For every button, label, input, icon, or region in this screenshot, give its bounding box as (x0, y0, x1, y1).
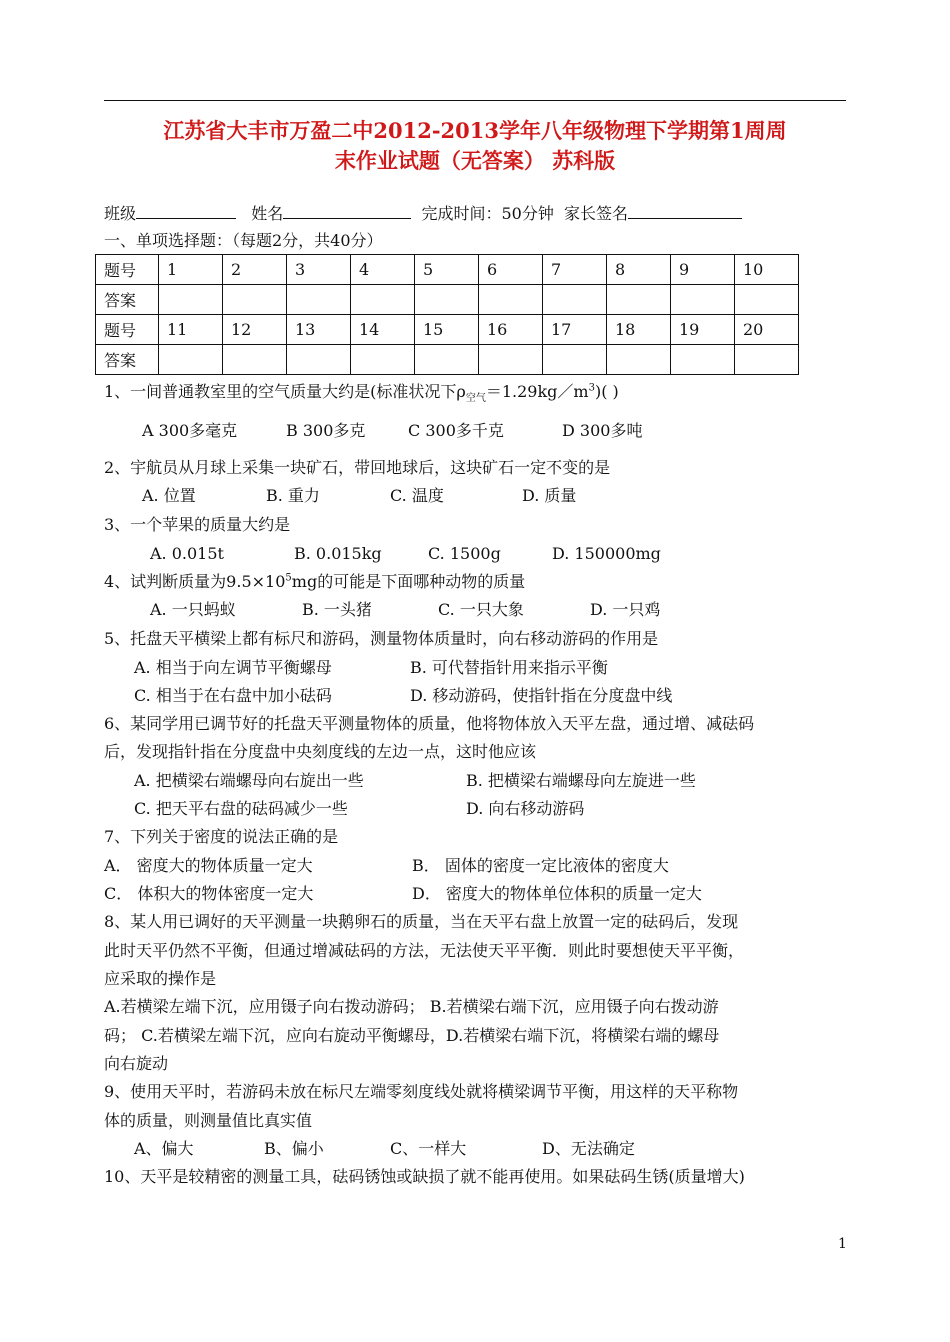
answer-cell (415, 285, 479, 315)
answer-cell (479, 345, 543, 375)
answer-cell (543, 285, 607, 315)
q9-option-a: A、偏大 (134, 1139, 194, 1158)
question-8-line-1: 8、某人用已调好的天平测量一块鹅卵石的质量，当在天平右盘上放置一定的砝码后，发现 (104, 912, 739, 931)
q3-option-c: C. 1500g (428, 544, 501, 563)
q1-stem-part: 1、一间普通教室里的空气质量大约是(标准状况下ρ (104, 382, 466, 401)
question-2-stem: 2、宇航员从月球上采集一块矿石，带回地球后，这块矿石一定不变的是 (104, 458, 611, 477)
title-line-2: 末作业试题（无答案） 苏科版 (334, 148, 616, 173)
answer-table (95, 254, 799, 375)
answer-cell (607, 285, 671, 315)
question-number-cell: 3 (287, 255, 351, 285)
class-blank (136, 202, 236, 219)
answer-cell (543, 345, 607, 375)
question-6-stem-line-2: 后，发现指针指在分度盘中央刻度线的左边一点，这时他应该 (104, 742, 537, 761)
q6-option-c: C. 把天平右盘的砝码减少一些 (134, 799, 348, 818)
q4-option-a: A. 一只蚂蚁 (150, 600, 236, 619)
q1-superscript: 3 (588, 382, 595, 394)
q7-option-a: A． 密度大的物体质量一定大 (104, 856, 313, 875)
q4-option-d: D. 一只鸡 (590, 600, 661, 619)
q2-option-b: B. 重力 (266, 486, 320, 505)
answer-cell (607, 345, 671, 375)
q1-subscript: 空气 (465, 393, 486, 405)
question-number-cell: 9 (671, 255, 735, 285)
q6-option-b: B. 把横梁右端螺母向左旋进一些 (466, 771, 696, 790)
question-8-line-4: A.若横梁左端下沉，应用镊子向右拨动游码； B.若横梁右端下沉，应用镊子向右拨动游 (104, 997, 719, 1016)
question-8-line-6: 向右旋动 (104, 1054, 169, 1073)
question-9-stem-line-1: 9、使用天平时，若游码未放在标尺左端零刻度线处就将横梁调节平衡，用这样的天平称物 (104, 1082, 739, 1101)
question-number-cell: 2 (223, 255, 287, 285)
answer-cell (351, 285, 415, 315)
answer-cell (479, 285, 543, 315)
row-label: 答案 (96, 345, 159, 375)
answer-cell (159, 285, 223, 315)
question-number-cell: 6 (479, 255, 543, 285)
question-8-line-5: 码； C.若横梁左端下沉，应向右旋动平衡螺母，D.若横梁右端下沉，将横梁右端的螺母 (104, 1026, 720, 1045)
q1-option-c: C 300多千克 (408, 421, 504, 440)
q7-option-b: B． 固体的密度一定比液体的密度大 (412, 856, 669, 875)
q2-option-c: C. 温度 (390, 486, 444, 505)
question-9-stem-line-2: 体的质量，则测量值比真实值 (104, 1111, 313, 1130)
q4-stem-part: mg的可能是下面哪种动物的质量 (291, 572, 526, 591)
parent-signature-label: 家长签名 (564, 204, 629, 223)
student-info-line (104, 202, 742, 225)
q6-option-d: D. 向右移动游码 (466, 799, 585, 818)
question-number-cell: 11 (159, 315, 223, 345)
question-number-cell: 20 (735, 315, 799, 345)
question-10-stem: 10、天平是较精密的测量工具，砝码锈蚀或缺损了就不能再使用。如果砝码生锈(质量增大) (104, 1167, 745, 1186)
answer-cell (351, 345, 415, 375)
answer-cell (671, 345, 735, 375)
name-blank (283, 202, 411, 219)
q4-option-b: B. 一头猪 (302, 600, 372, 619)
answer-cell (735, 285, 799, 315)
question-number-cell: 4 (351, 255, 415, 285)
header-rule (104, 100, 846, 101)
question-5-stem: 5、托盘天平横梁上都有标尺和游码，测量物体质量时，向右移动游码的作用是 (104, 629, 659, 648)
q7-option-c: C． 体积大的物体密度一定大 (104, 884, 314, 903)
row-label: 题号 (96, 255, 159, 285)
time-label: 完成时间：50分钟 (421, 204, 554, 223)
q3-option-a: A. 0.015t (150, 544, 224, 563)
question-number-cell: 15 (415, 315, 479, 345)
question-7-stem: 7、下列关于密度的说法正确的是 (104, 827, 339, 846)
title-line-1: 江苏省大丰市万盈二中2012-2013学年八年级物理下学期第1周周 (163, 118, 787, 143)
q5-option-d: D. 移动游码，使指针指在分度盘中线 (410, 686, 673, 705)
q9-option-c: C、一样大 (390, 1139, 467, 1158)
table-row (96, 345, 799, 375)
row-label: 答案 (96, 285, 159, 315)
question-8-line-3: 应采取的操作是 (104, 969, 217, 988)
question-number-cell: 8 (607, 255, 671, 285)
question-3-stem: 3、一个苹果的质量大约是 (104, 515, 291, 534)
answer-cell (671, 285, 735, 315)
q2-option-a: A. 位置 (142, 486, 196, 505)
q2-option-d: D. 质量 (522, 486, 577, 505)
question-number-cell: 16 (479, 315, 543, 345)
q7-option-d: D． 密度大的物体单位体积的质量一定大 (412, 884, 702, 903)
page-number: 1 (838, 1236, 847, 1252)
question-number-cell: 19 (671, 315, 735, 345)
answer-cell (287, 345, 351, 375)
question-number-cell: 1 (159, 255, 223, 285)
parent-signature-blank (628, 202, 742, 219)
q1-option-b: B 300多克 (286, 421, 366, 440)
answer-cell (159, 345, 223, 375)
q4-stem-part: 4、试判断质量为9.5×10 (104, 572, 286, 591)
question-4-stem (104, 571, 525, 593)
table-row (96, 315, 799, 345)
question-number-cell: 13 (287, 315, 351, 345)
answer-cell (223, 345, 287, 375)
question-8-line-2: 此时天平仍然不平衡，但通过增减砝码的方法，无法使天平平衡．则此时要想使天平平衡， (104, 941, 745, 960)
q4-option-c: C. 一只大象 (438, 600, 524, 619)
question-number-cell: 14 (351, 315, 415, 345)
q4-superscript: 5 (285, 572, 292, 584)
q1-option-d: D 300多吨 (562, 421, 643, 440)
question-1-stem (104, 381, 619, 403)
question-number-cell: 17 (543, 315, 607, 345)
answer-cell (415, 345, 479, 375)
question-number-cell: 10 (735, 255, 799, 285)
q1-stem-part: ＝1.29kg／m (485, 382, 589, 401)
table-row (96, 285, 799, 315)
question-number-cell: 5 (415, 255, 479, 285)
q9-option-b: B、偏小 (264, 1139, 324, 1158)
q5-option-b: B. 可代替指针用来指示平衡 (410, 658, 608, 677)
q3-option-d: D. 150000mg (552, 544, 661, 563)
answer-cell (287, 285, 351, 315)
question-number-cell: 12 (223, 315, 287, 345)
answer-cell (735, 345, 799, 375)
q1-option-a: A 300多毫克 (142, 421, 238, 440)
row-label: 题号 (96, 315, 159, 345)
q5-option-c: C. 相当于在右盘中加小砝码 (134, 686, 332, 705)
question-6-stem-line-1: 6、某同学用已调节好的托盘天平测量物体的质量，他将物体放入天平左盘，通过增、减砝码 (104, 714, 755, 733)
section-heading: 一、单项选择题：（每题2分，共40分） (104, 231, 383, 250)
question-number-cell: 18 (607, 315, 671, 345)
q3-option-b: B. 0.015kg (294, 544, 382, 563)
answer-cell (223, 285, 287, 315)
q9-option-d: D、无法确定 (542, 1139, 635, 1158)
q1-stem-part: )( ) (594, 382, 619, 401)
question-number-cell: 7 (543, 255, 607, 285)
name-label: 姓名 (251, 204, 284, 223)
q5-option-a: A. 相当于向左调节平衡螺母 (134, 658, 332, 677)
q6-option-a: A. 把横梁右端螺母向右旋出一些 (134, 771, 364, 790)
table-row (96, 255, 799, 285)
class-label: 班级 (104, 204, 137, 223)
